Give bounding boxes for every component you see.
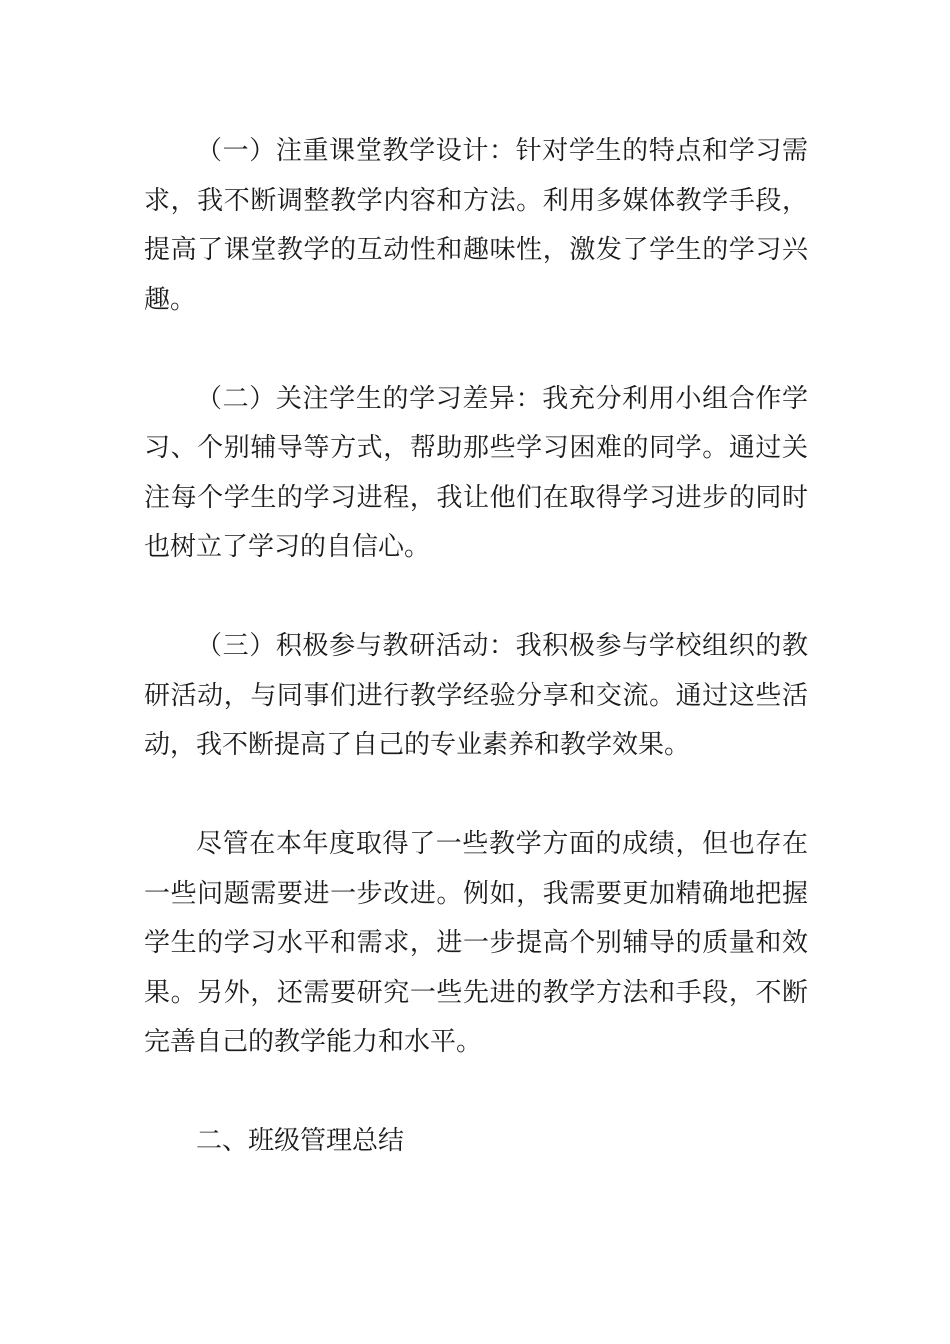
paragraph-teaching-research: （三）积极参与教研活动：我积极参与学校组织的教研活动，与同事们进行教学经验分享和交流。通过这些活动，我不断提高了自己的专业素养和教学效果。	[144, 631, 808, 760]
section-heading: 二、班级管理总结	[196, 1126, 405, 1156]
paragraph-improvements: 尽管在本年度取得了一些教学方面的成绩，但也存在一些问题需要进一步改进。例如，我需要更加精确地把握学生的学习水平和需求，进一步提高个别辅导的质量和效果。另外，还需要研究一些先进的教学方法和手段，不断完善自己的教学能力和水平。	[144, 829, 808, 1057]
paragraph-classroom-design: （一）注重课堂教学设计：针对学生的特点和学习需求，我不断调整教学内容和方法。利用多媒体教学手段，提高了课堂教学的互动性和趣味性，激发了学生的学习兴趣。	[144, 136, 808, 315]
document-body	[144, 127, 808, 1167]
paragraph-learning-differences: （二）关注学生的学习差异：我充分利用小组合作学习、个别辅导等方式，帮助那些学习困难的同学。通过关注每个学生的学习进程，我让他们在取得学习进步的同时也树立了学习的自信心。	[144, 383, 808, 562]
